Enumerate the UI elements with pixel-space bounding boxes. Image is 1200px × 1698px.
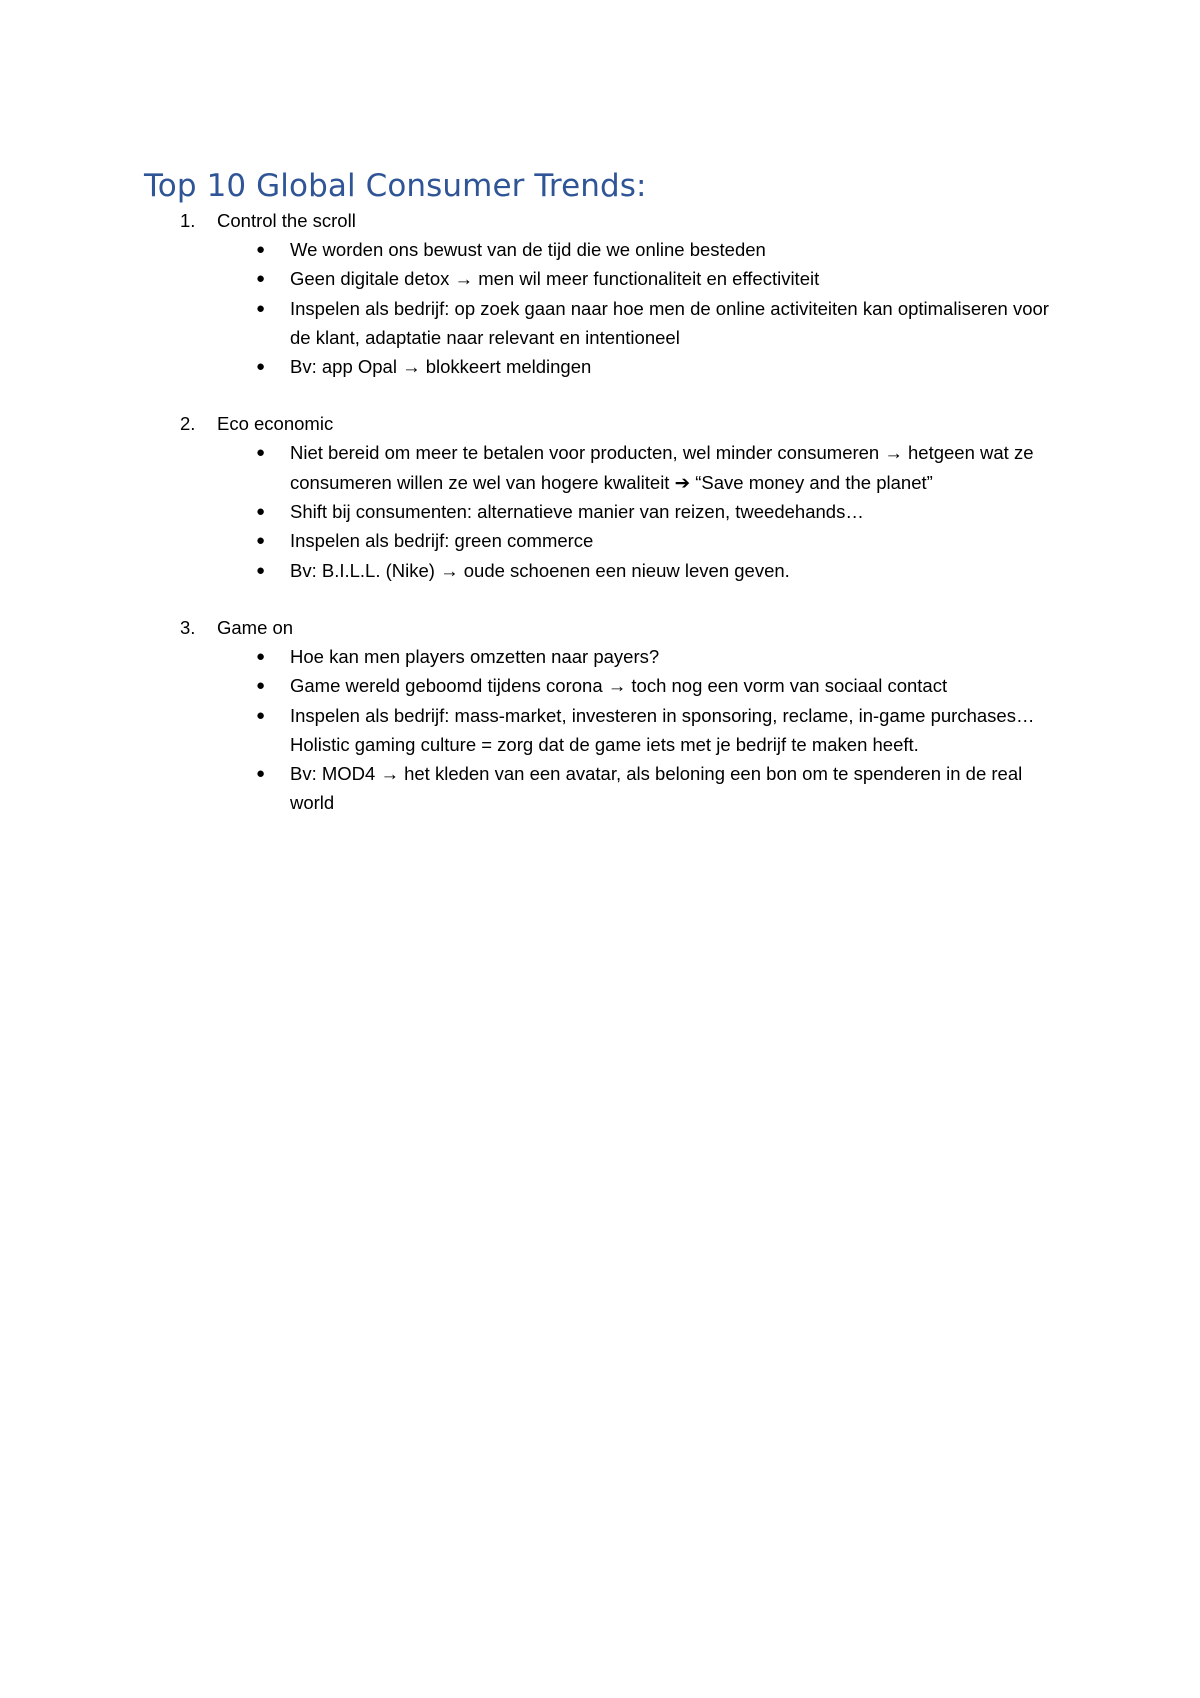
list-item xyxy=(144,526,1064,555)
list-item xyxy=(144,701,1064,760)
list-item-text: Inspelen als bedrijf: green commerce xyxy=(290,530,594,552)
bullet-list xyxy=(144,235,1064,381)
list-item-text: Inspelen als bedrijf: op zoek gaan naar hoe men de online activiteiten kan optimaliseren voor de klant, adaptatie naar relevant en intentioneel xyxy=(290,297,1049,348)
list-item-text: Bv: app Opal → blokkeert meldingen xyxy=(290,356,592,378)
list-item xyxy=(144,264,1064,293)
list-item-text: We worden ons bewust van de tijd die we online besteden xyxy=(290,239,766,260)
bullet-icon: ● xyxy=(256,358,266,376)
trend-section-game-on xyxy=(144,613,1064,818)
section-heading xyxy=(144,409,1064,438)
list-item xyxy=(144,556,1064,585)
bullet-icon: ● xyxy=(256,706,266,724)
list-item-text: Niet bereid om meer te betalen voor producten, wel minder consumeren → hetgeen wat ze consumeren willen ze wel van hogere kwaliteit ➔ “Save money and the planet” xyxy=(290,442,1034,493)
list-item xyxy=(144,497,1064,526)
list-item xyxy=(144,671,1064,700)
trend-section-eco-economic xyxy=(144,409,1064,584)
list-item-text: Bv: B.I.L.L. (Nike) → oude schoenen een nieuw leven geven. xyxy=(290,559,790,581)
bullet-icon: ● xyxy=(256,647,266,665)
bullet-icon: ● xyxy=(256,765,266,783)
section-number: 2. xyxy=(180,413,196,435)
list-item-text: Inspelen als bedrijf: mass-market, investeren in sponsoring, reclame, in-game purchases… Holistic gaming culture = zorg dat de game iets met je bedrijf te maken heeft. xyxy=(290,704,1035,755)
bullet-icon: ● xyxy=(256,503,266,521)
section-number: 1. xyxy=(180,210,196,231)
list-item-text: Game wereld geboomd tijdens corona → toch nog een vorm van sociaal contact xyxy=(290,675,948,697)
bullet-icon: ● xyxy=(256,677,266,695)
list-item-text: Shift bij consumenten: alternatieve manier van reizen, tweedehands… xyxy=(290,501,864,523)
trend-section-control-the-scroll xyxy=(144,206,1064,381)
list-item-text: Hoe kan men players omzetten naar payers? xyxy=(290,645,660,667)
section-heading xyxy=(144,206,1064,235)
bullet-icon: ● xyxy=(256,532,266,550)
section-title: Game on xyxy=(217,616,294,638)
document-title: Top 10 Global Consumer Trends: xyxy=(144,168,647,204)
bullet-icon: ● xyxy=(256,270,266,288)
list-item xyxy=(144,235,1064,264)
bullet-icon: ● xyxy=(256,241,266,258)
bullet-icon: ● xyxy=(256,561,266,579)
list-item-text: Bv: MOD4 → het kleden van een avatar, als beloning een bon om te spenderen in de real world xyxy=(290,763,1023,814)
bullet-icon: ● xyxy=(256,299,266,317)
bullet-list xyxy=(144,438,1064,584)
list-item xyxy=(144,759,1064,818)
list-item xyxy=(144,438,1064,497)
section-heading xyxy=(144,613,1064,642)
section-title: Control the scroll xyxy=(217,210,356,231)
document-body xyxy=(144,166,1064,818)
bullet-icon: ● xyxy=(256,444,266,462)
bullet-list xyxy=(144,642,1064,818)
section-title: Eco economic xyxy=(217,413,334,435)
section-number: 3. xyxy=(180,616,196,638)
list-item xyxy=(144,294,1064,353)
list-item xyxy=(144,642,1064,671)
list-item xyxy=(144,352,1064,381)
list-item-text: Geen digitale detox → men wil meer functionaliteit en effectiviteit xyxy=(290,268,820,290)
